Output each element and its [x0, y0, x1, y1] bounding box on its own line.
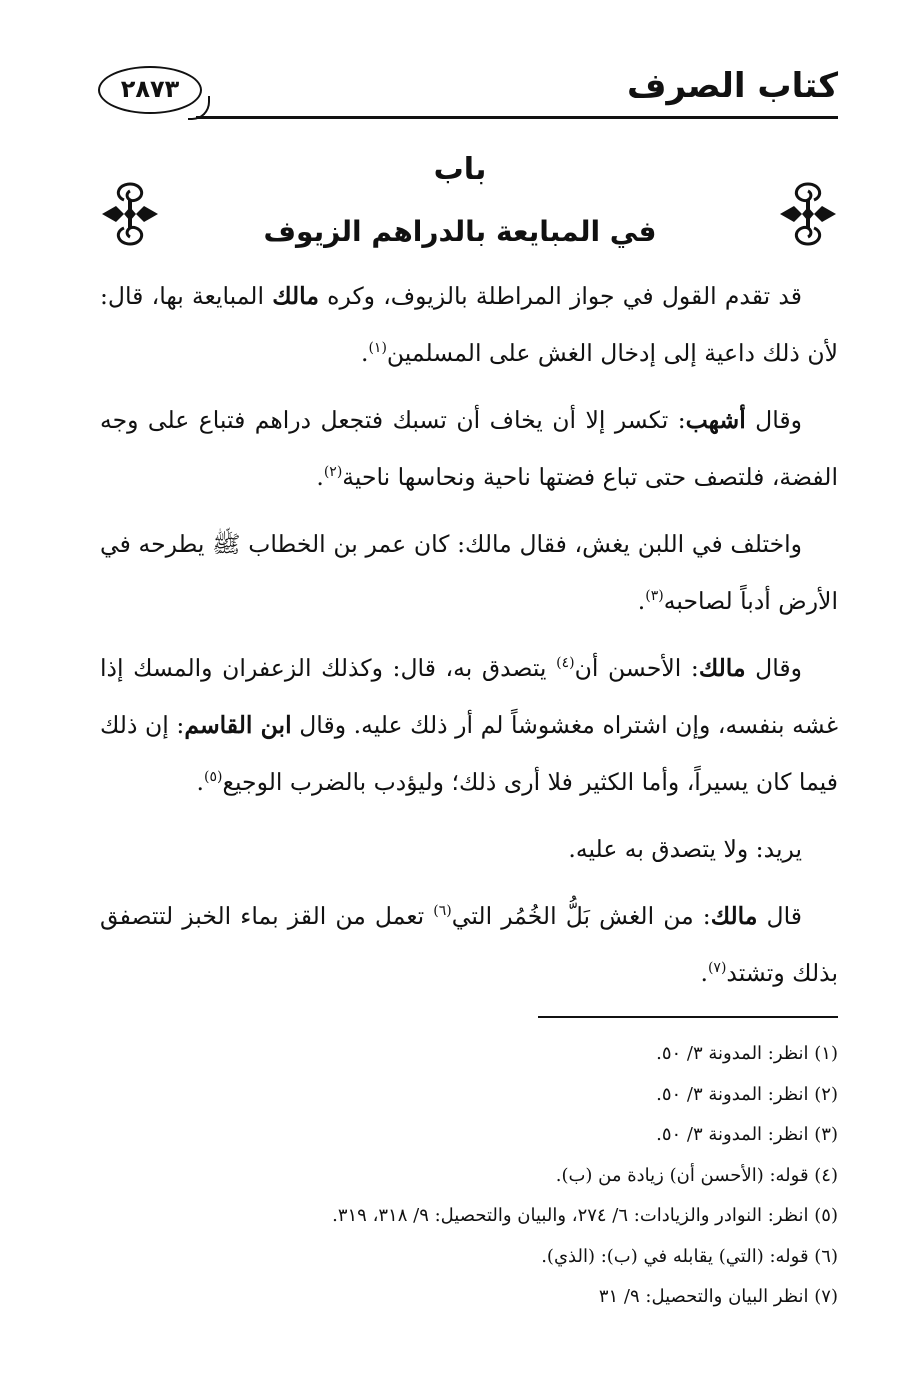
text-run: وقال — [745, 406, 802, 434]
scholar-name: مالك — [710, 902, 758, 930]
text-run: قال — [757, 902, 802, 930]
scholar-name: أشهب — [685, 406, 746, 434]
paragraph — [100, 268, 838, 382]
footnote-reference: (٦) — [433, 903, 452, 920]
paragraph — [100, 392, 838, 506]
text-run: . — [637, 587, 646, 615]
chapter-label: باب — [433, 152, 487, 187]
text-run: واختلف في اللبن يغش، فقال مالك: كان عمر بن الخطاب ﷺ يطرحه في الأرض أدباً لصاحبه — [100, 530, 838, 615]
footnote-reference: (٧) — [707, 960, 727, 977]
floral-ornament-icon — [100, 174, 160, 254]
footnote: (٤) قوله: (الأحسن أن) زيادة من (ب). — [555, 1164, 838, 1186]
header-rule — [196, 116, 838, 119]
paragraph — [100, 888, 838, 1002]
footnote-reference: (٥) — [203, 769, 223, 786]
text-run: . — [700, 959, 708, 987]
body-text — [100, 268, 838, 1012]
footnote: (٢) انظر: المدونة ٣/ ٥٠. — [656, 1083, 838, 1105]
footnotes — [100, 1034, 838, 1318]
text-run: يتصدق به، قال: وكذلك الزعفران والمسك إذا غشه بنفسه، وإن اشتراه مغشوشاً لم أر ذلك عليه. وقال — [100, 654, 838, 739]
footnote-reference: (٣) — [645, 588, 664, 605]
running-header-title: كتاب الصرف — [627, 66, 838, 106]
text-run: : الأحسن أن — [574, 654, 699, 682]
text-run: : تكسر إلا أن يخاف أن تسبك فتجعل دراهم فتباع على وجه الفضة، فلتصف حتى تباع فضتها ناحية ونحاسها ناحية — [100, 406, 838, 491]
paragraph — [100, 516, 838, 630]
paragraph — [100, 821, 838, 878]
text-run: : إن ذلك فيما كان يسيراً، وأما الكثير فلا أرى ذلك؛ وليؤدب بالضرب الوجيع — [100, 711, 838, 796]
text-run: . — [360, 339, 369, 367]
text-run: قد تقدم القول في جواز المراطلة بالزيوف، وكره — [318, 282, 802, 310]
text-run: : من الغش بَلُّ الخُمُر التي — [451, 902, 711, 930]
footnote: (١) انظر: المدونة ٣/ ٥٠. — [656, 1043, 838, 1064]
text-run: . — [196, 768, 204, 796]
text-run: المبايعة بها، قال: لأن ذلك داعية إلى إدخال الغش على المسلمين — [100, 282, 838, 367]
footnote-reference: (١) — [368, 340, 387, 357]
text-run: . — [316, 463, 324, 491]
footnote: (٧) انظر البيان والتحصيل: ٩/ ٣١ — [598, 1286, 838, 1307]
scholar-name: ابن القاسم — [184, 711, 292, 739]
paragraph — [100, 640, 838, 811]
text-run: يريد: ولا يتصدق به عليه. — [568, 835, 802, 863]
floral-ornament-icon — [778, 174, 838, 254]
scholar-name: مالك — [698, 654, 746, 682]
footnote-reference: (٢) — [323, 464, 343, 481]
footnote-separator — [538, 1016, 838, 1018]
footnote: (٦) قوله: (التي) يقابله في (ب): (الذي). — [541, 1245, 838, 1267]
page-number-badge: ٢٨٧٣ — [98, 66, 202, 114]
footnote: (٥) انظر: النوادر والزيادات: ٦/ ٢٧٤، والبيان والتحصيل: ٩/ ٣١٨، ٣١٩. — [332, 1205, 838, 1226]
chapter-title: في المبايعة بالدراهم الزيوف — [263, 215, 657, 248]
text-run: وقال — [745, 654, 802, 682]
text-run: تعمل من القز بماء الخبز لتتصفق بذلك وتشتد — [100, 902, 838, 987]
scholar-name: مالك — [272, 282, 319, 310]
footnote: (٣) انظر: المدونة ٣/ ٥٠. — [656, 1124, 838, 1145]
footnote-reference: (٤) — [556, 655, 575, 672]
